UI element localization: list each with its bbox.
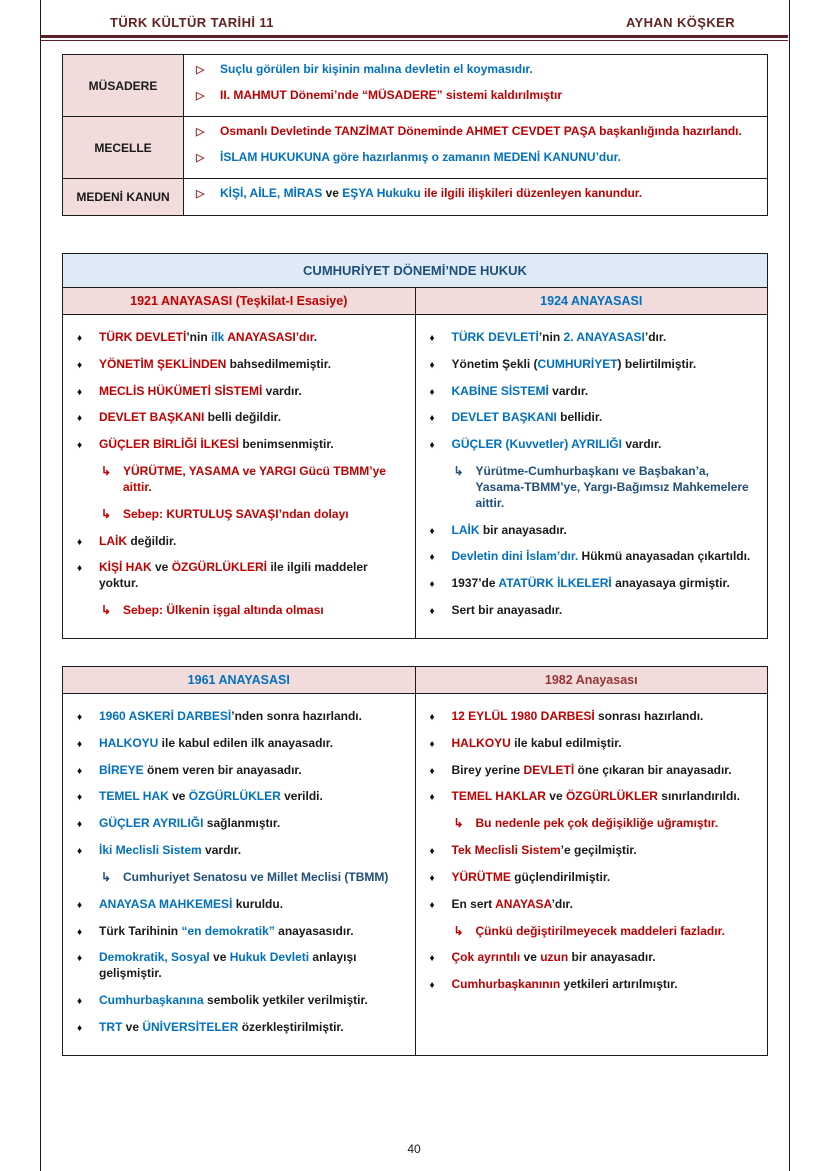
definition-text (220, 124, 761, 140)
diamond-bullet-icon: ♦ (77, 899, 83, 911)
list-item (424, 576, 760, 592)
text-segment: ’e geçilmiştir. (560, 843, 637, 858)
diamond-bullet-icon: ♦ (429, 953, 435, 965)
list-item (71, 816, 407, 832)
text-segment: HALKOYU (99, 735, 159, 750)
diamond-bullet-icon: ♦ (429, 711, 435, 723)
page-header (0, 0, 828, 30)
text-segment: İki Meclisli Sistem (99, 843, 202, 858)
anayasa-comparison-table (62, 666, 768, 1056)
column-1921 (63, 315, 416, 638)
column-1982 (416, 694, 768, 1055)
diamond-bullet-icon: ♦ (429, 606, 435, 618)
text-segment: vardır. (262, 383, 302, 398)
diamond-bullet-icon: ♦ (77, 926, 83, 938)
list-item-text (99, 330, 407, 346)
sub-list-item (71, 870, 407, 886)
text-segment: belli değildir. (204, 410, 282, 425)
text-segment: ) belirtilmiştir. (617, 356, 697, 371)
hukuk-table-headers (63, 288, 767, 315)
text-segment: ’nden sonra hazırlandı. (231, 708, 362, 723)
diamond-bullet-icon: ♦ (77, 386, 83, 398)
text-segment: ’dır. (551, 896, 573, 911)
list-item (71, 950, 407, 982)
text-segment: CUMHURİYET (537, 356, 618, 371)
list-item-text (99, 410, 407, 426)
text-segment: 12 EYLÜL 1980 DARBESİ (451, 708, 595, 723)
text-segment: ilk (211, 329, 228, 344)
diamond-bullet-icon: ♦ (429, 792, 435, 804)
text-segment: sağlanmıştır. (203, 816, 281, 831)
column-header-1982: 1982 Anayasası (416, 667, 768, 693)
text-segment: KİŞİ HAK (99, 560, 152, 575)
text-segment: ATATÜRK İLKELERİ (498, 576, 612, 591)
text-segment: YÜRÜTME, YASAMA ve YARGI Gücü TBMM’ye aittir. (123, 464, 386, 494)
list-item (424, 437, 760, 453)
term-label: MEDENİ KANUN (63, 179, 184, 216)
diamond-bullet-icon: ♦ (77, 996, 83, 1008)
diamond-bullet-icon: ♦ (429, 980, 435, 992)
sub-arrow-icon: ↳ (453, 464, 464, 479)
diamond-bullet-icon: ♦ (77, 819, 83, 831)
list-item-text (123, 870, 407, 886)
sub-list-item (71, 603, 407, 619)
list-item (71, 384, 407, 400)
diamond-bullet-icon: ♦ (429, 413, 435, 425)
text-segment: anayasasıdır. (274, 923, 354, 938)
diamond-bullet-icon: ♦ (77, 765, 83, 777)
diamond-bullet-icon: ♦ (77, 413, 83, 425)
text-segment: Osmanlı Devletinde TANZİMAT Döneminde AHMET CEVDET PAŞA başkanlığında hazırlandı. (220, 124, 742, 139)
list-item (424, 709, 760, 725)
text-segment: ’nin (538, 329, 564, 344)
diamond-bullet-icon: ♦ (77, 1022, 83, 1034)
diamond-bullet-icon: ♦ (77, 563, 83, 575)
list-item-text (452, 789, 760, 805)
text-segment: ANAYASA (495, 896, 552, 911)
text-segment: GÜÇLER BİRLİĞİ İLKESİ (99, 437, 240, 452)
text-segment: özerkleştirilmiştir. (238, 1019, 344, 1034)
list-item (71, 1020, 407, 1036)
list-item (424, 523, 760, 539)
list-item (424, 897, 760, 913)
list-item-text (452, 736, 760, 752)
list-item-text (99, 1020, 407, 1036)
list-item-text (99, 357, 407, 373)
page-number: 40 (407, 1142, 421, 1156)
definition-text (220, 62, 761, 78)
definition-text (220, 150, 761, 166)
text-segment: vardır. (621, 437, 662, 452)
hukuk-table-title: CUMHURİYET DÖNEMİ’NDE HUKUK (63, 254, 767, 288)
hukuk-comparison-table (62, 253, 768, 639)
list-item (71, 993, 407, 1009)
header-title: TÜRK KÜLTÜR TARİHİ 11 (110, 15, 274, 30)
text-segment: ÖZGÜRLÜKLER (188, 789, 281, 804)
list-item (424, 384, 760, 400)
text-segment: ’dır. (644, 329, 667, 344)
list-item (71, 357, 407, 373)
anayasa-table-headers (63, 667, 767, 694)
diamond-bullet-icon: ♦ (77, 792, 83, 804)
list-item-text (452, 763, 760, 779)
list-item-text (452, 950, 760, 966)
text-segment: YÜRÜTME (451, 869, 511, 884)
list-item (71, 410, 407, 426)
text-segment: GÜÇLER AYRILIĞI (99, 816, 204, 831)
text-segment: uzun (540, 950, 569, 965)
text-segment: değildir. (127, 533, 177, 548)
list-item-text (452, 709, 760, 725)
definition-line (192, 150, 761, 166)
list-item (424, 410, 760, 426)
list-item (424, 357, 760, 373)
text-segment: Tek Meclisli Sistem (451, 843, 561, 858)
term-label: MÜSADERE (63, 55, 184, 117)
term-row (63, 117, 768, 179)
text-segment: DEVLET BAŞKANI (99, 410, 205, 425)
list-item (424, 843, 760, 859)
arrow-bullet-icon: ▷ (196, 126, 205, 139)
definition-line (192, 124, 761, 140)
text-segment: anlayışı gelişmiştir. (99, 950, 357, 981)
text-segment: ve (122, 1019, 143, 1034)
list-item (424, 330, 760, 346)
text-segment: 1937’de (451, 576, 499, 591)
text-segment: KİŞİ, AİLE, MİRAS (220, 186, 323, 201)
list-item-text (452, 357, 760, 373)
text-segment: MECLİS HÜKÜMETİ SİSTEMİ (99, 383, 263, 398)
term-definition (184, 117, 768, 179)
diamond-bullet-icon: ♦ (77, 953, 83, 965)
text-segment: öne çıkaran bir anayasadır. (574, 762, 732, 777)
column-1961 (63, 694, 416, 1055)
sub-list-item (424, 464, 760, 511)
sub-list-item (424, 924, 760, 940)
diamond-bullet-icon: ♦ (77, 440, 83, 452)
list-item (71, 736, 407, 752)
definition-line (192, 62, 761, 78)
text-segment: II. MAHMUT Dönemi’nde “MÜSADERE” sistemi kaldırılmıştır (220, 87, 563, 102)
list-item (71, 709, 407, 725)
text-segment: “en demokratik” (181, 923, 275, 938)
list-item-text (452, 897, 760, 913)
list-item-text (99, 763, 407, 779)
diamond-bullet-icon: ♦ (77, 359, 83, 371)
list-item (424, 736, 760, 752)
column-header-1921: 1921 ANAYASASI (Teşkilat-I Esasiye) (63, 288, 416, 314)
text-segment: Hükmü anayasadan çıkartıldı. (578, 549, 751, 564)
text-segment: yetkileri artırılmıştır. (560, 977, 678, 992)
list-item-text (99, 560, 407, 592)
text-segment: ve (322, 186, 343, 201)
text-segment: anayasaya girmiştir. (611, 576, 730, 591)
diamond-bullet-icon: ♦ (429, 525, 435, 537)
list-item (424, 950, 760, 966)
term-row (63, 179, 768, 216)
list-item-text (123, 507, 407, 523)
definition-text (220, 88, 761, 104)
text-segment: ve (151, 560, 172, 575)
list-item-text (452, 843, 760, 859)
text-segment: TEMEL HAK (99, 789, 169, 804)
list-item (71, 437, 407, 453)
list-item-text (99, 736, 407, 752)
text-segment: güçlendirilmiştir. (510, 869, 611, 884)
text-segment: bir anayasadır. (479, 522, 567, 537)
sub-list-item (71, 464, 407, 496)
term-row (63, 55, 768, 117)
text-segment: ile kabul edilmiştir. (510, 735, 622, 750)
list-item-text (123, 464, 407, 496)
list-item-text (452, 603, 760, 619)
text-segment: DEVLET BAŞKANI (451, 410, 557, 425)
text-segment: Sebep: KURTULUŞ SAVAŞI’ndan dolayı (123, 506, 349, 521)
column-1924 (416, 315, 768, 638)
text-segment: BİREYE (99, 762, 144, 777)
list-item (71, 763, 407, 779)
arrow-bullet-icon: ▷ (196, 151, 205, 164)
diamond-bullet-icon: ♦ (429, 552, 435, 564)
text-segment: Cumhurbaşkanının (451, 977, 561, 992)
text-segment: Cumhuriyet Senatosu ve Millet Meclisi (TBMM) (123, 869, 389, 884)
text-segment: Yönetim Şekli ( (451, 356, 538, 371)
list-item-text (99, 437, 407, 453)
list-item-text (452, 330, 760, 346)
sub-arrow-icon: ↳ (101, 869, 112, 884)
text-segment: ile ilgili ilişkileri düzenleyen kanundur. (420, 186, 643, 201)
list-item-text (452, 523, 760, 539)
text-segment: 1960 ASKERİ DARBESİ (99, 708, 232, 723)
text-segment: vardır. (201, 843, 242, 858)
text-segment: verildi. (280, 789, 323, 804)
text-segment: bellidir. (556, 410, 603, 425)
diamond-bullet-icon: ♦ (429, 359, 435, 371)
text-segment: Suçlu görülen bir kişinin malına devletin el koymasıdır. (220, 62, 533, 76)
text-segment: benimsenmiştir. (239, 437, 334, 452)
list-item-text (99, 789, 407, 805)
list-item (71, 843, 407, 859)
text-segment: Cumhurbaşkanına (99, 993, 204, 1008)
diamond-bullet-icon: ♦ (77, 332, 83, 344)
diamond-bullet-icon: ♦ (429, 332, 435, 344)
list-item (71, 560, 407, 592)
diamond-bullet-icon: ♦ (429, 765, 435, 777)
list-item-text (452, 410, 760, 426)
text-segment: ve (520, 950, 541, 965)
list-item-text (452, 437, 760, 453)
text-segment: TEMEL HAKLAR (451, 789, 546, 804)
sub-arrow-icon: ↳ (101, 464, 112, 479)
term-definition (184, 55, 768, 117)
diamond-bullet-icon: ♦ (429, 440, 435, 452)
text-segment: ve (168, 789, 189, 804)
list-item-text (123, 603, 407, 619)
text-segment: Sebep: Ülkenin işgal altında olması (123, 603, 324, 618)
page-content (0, 41, 828, 1056)
column-header-1924: 1924 ANAYASASI (416, 288, 768, 314)
text-segment: EŞYA Hukuku (342, 186, 421, 201)
list-item-text (99, 709, 407, 725)
sub-arrow-icon: ↳ (101, 506, 112, 521)
text-segment: bahsedilmemiştir. (226, 356, 332, 371)
list-item-text (476, 924, 760, 940)
text-segment: . (313, 329, 318, 344)
text-segment: İSLAM HUKUKUNA göre hazırlanmış o zamanın MEDENİ KANUNU’dur. (220, 149, 621, 164)
list-item (424, 977, 760, 993)
list-item-text (452, 576, 760, 592)
list-item-text (99, 950, 407, 982)
list-item-text (99, 843, 407, 859)
list-item-text (476, 816, 760, 832)
diamond-bullet-icon: ♦ (429, 579, 435, 591)
diamond-bullet-icon: ♦ (429, 738, 435, 750)
list-item (424, 870, 760, 886)
terms-table (62, 54, 768, 216)
column-header-1961: 1961 ANAYASASI (63, 667, 416, 693)
diamond-bullet-icon: ♦ (77, 536, 83, 548)
arrow-bullet-icon: ▷ (196, 188, 205, 201)
diamond-bullet-icon: ♦ (429, 386, 435, 398)
text-segment: ÜNİVERSİTELER (142, 1019, 239, 1034)
text-segment: ÖZGÜRLÜKLER (565, 789, 658, 804)
sub-list-item (424, 816, 760, 832)
text-segment: TRT (99, 1019, 123, 1034)
text-segment: sembolik yetkiler verilmiştir. (203, 993, 368, 1008)
text-segment: kuruldu. (232, 896, 284, 911)
list-item-text (99, 993, 407, 1009)
list-item-text (476, 464, 760, 511)
list-item (71, 330, 407, 346)
definition-text (220, 186, 761, 202)
list-item-text (452, 549, 760, 565)
list-item-text (99, 384, 407, 400)
text-segment: ÖZGÜRLÜKLERİ (171, 560, 268, 575)
diamond-bullet-icon: ♦ (77, 711, 83, 723)
text-segment: ANAYASASI’dır (227, 329, 314, 344)
text-segment: vardır. (548, 383, 589, 398)
text-segment: bir anayasadır. (568, 950, 656, 965)
text-segment: Türk Tarihinin (99, 923, 182, 938)
text-segment: Demokratik, Sosyal (99, 950, 210, 965)
term-label: MECELLE (63, 117, 184, 179)
text-segment: Çok ayrıntılı (451, 950, 521, 965)
text-segment: DEVLETİ (523, 762, 575, 777)
text-segment: ANAYASA MAHKEMESİ (99, 896, 233, 911)
arrow-bullet-icon: ▷ (196, 89, 205, 102)
list-item (424, 603, 760, 619)
definition-line (192, 88, 761, 104)
sub-arrow-icon: ↳ (453, 923, 464, 938)
list-item-text (452, 870, 760, 886)
text-segment: TÜRK DEVLETİ (451, 329, 539, 344)
text-segment: Bu nedenle pek çok değişikliğe uğramıştır. (475, 816, 719, 831)
list-item (71, 789, 407, 805)
list-item-text (452, 977, 760, 993)
list-item (424, 763, 760, 779)
text-segment: Yürütme-Cumhurbaşkanı ve Başbakan’a, Yasama-TBMM’ye, Yargı-Bağımsız Mahkemelere aittir. (475, 464, 749, 510)
text-segment: HALKOYU (451, 735, 511, 750)
list-item-text (99, 816, 407, 832)
diamond-bullet-icon: ♦ (429, 899, 435, 911)
diamond-bullet-icon: ♦ (429, 846, 435, 858)
text-segment: LAİK (451, 522, 480, 537)
list-item-text (99, 924, 407, 940)
text-segment: ve (209, 950, 230, 965)
text-segment: ’nin (186, 329, 212, 344)
list-item-text (99, 897, 407, 913)
sub-arrow-icon: ↳ (453, 816, 464, 831)
definition-line (192, 186, 761, 202)
text-segment: En sert (451, 896, 496, 911)
text-segment: Devletin dini İslam’dır. (451, 549, 579, 564)
header-author: AYHAN KÖŞKER (625, 15, 735, 30)
text-segment: GÜÇLER (Kuvvetler) AYRILIĞI (451, 437, 622, 452)
text-segment: ve (545, 789, 566, 804)
list-item (424, 549, 760, 565)
diamond-bullet-icon: ♦ (77, 846, 83, 858)
list-item (71, 924, 407, 940)
text-segment: sonrası hazırlandı. (594, 708, 704, 723)
list-item (424, 789, 760, 805)
sub-list-item (71, 507, 407, 523)
text-segment: TÜRK DEVLETİ (99, 329, 187, 344)
text-segment: LAİK (99, 533, 127, 548)
list-item (71, 534, 407, 550)
text-segment: ile kabul edilen ilk anayasadır. (158, 735, 334, 750)
text-segment: ile ilgili maddeler yoktur. (99, 560, 368, 591)
diamond-bullet-icon: ♦ (429, 872, 435, 884)
text-segment: KABİNE SİSTEMİ (451, 383, 549, 398)
term-definition (184, 179, 768, 216)
list-item (71, 897, 407, 913)
text-segment: YÖNETİM ŞEKLİNDEN (99, 356, 227, 371)
list-item-text (99, 534, 407, 550)
anayasa-table-body (63, 694, 767, 1055)
text-segment: sınırlandırıldı. (657, 789, 740, 804)
sub-arrow-icon: ↳ (101, 603, 112, 618)
diamond-bullet-icon: ♦ (77, 738, 83, 750)
text-segment: Birey yerine (451, 762, 524, 777)
arrow-bullet-icon: ▷ (196, 64, 205, 76)
hukuk-table-body (63, 315, 767, 638)
list-item-text (452, 384, 760, 400)
text-segment: Sert bir anayasadır. (451, 603, 563, 618)
text-segment: Hukuk Devleti (229, 950, 310, 965)
text-segment: önem veren bir anayasadır. (143, 762, 302, 777)
text-segment: Çünkü değiştirilmeyecek maddeleri fazladır. (475, 923, 725, 938)
text-segment: 2. ANAYASASI (563, 329, 645, 344)
